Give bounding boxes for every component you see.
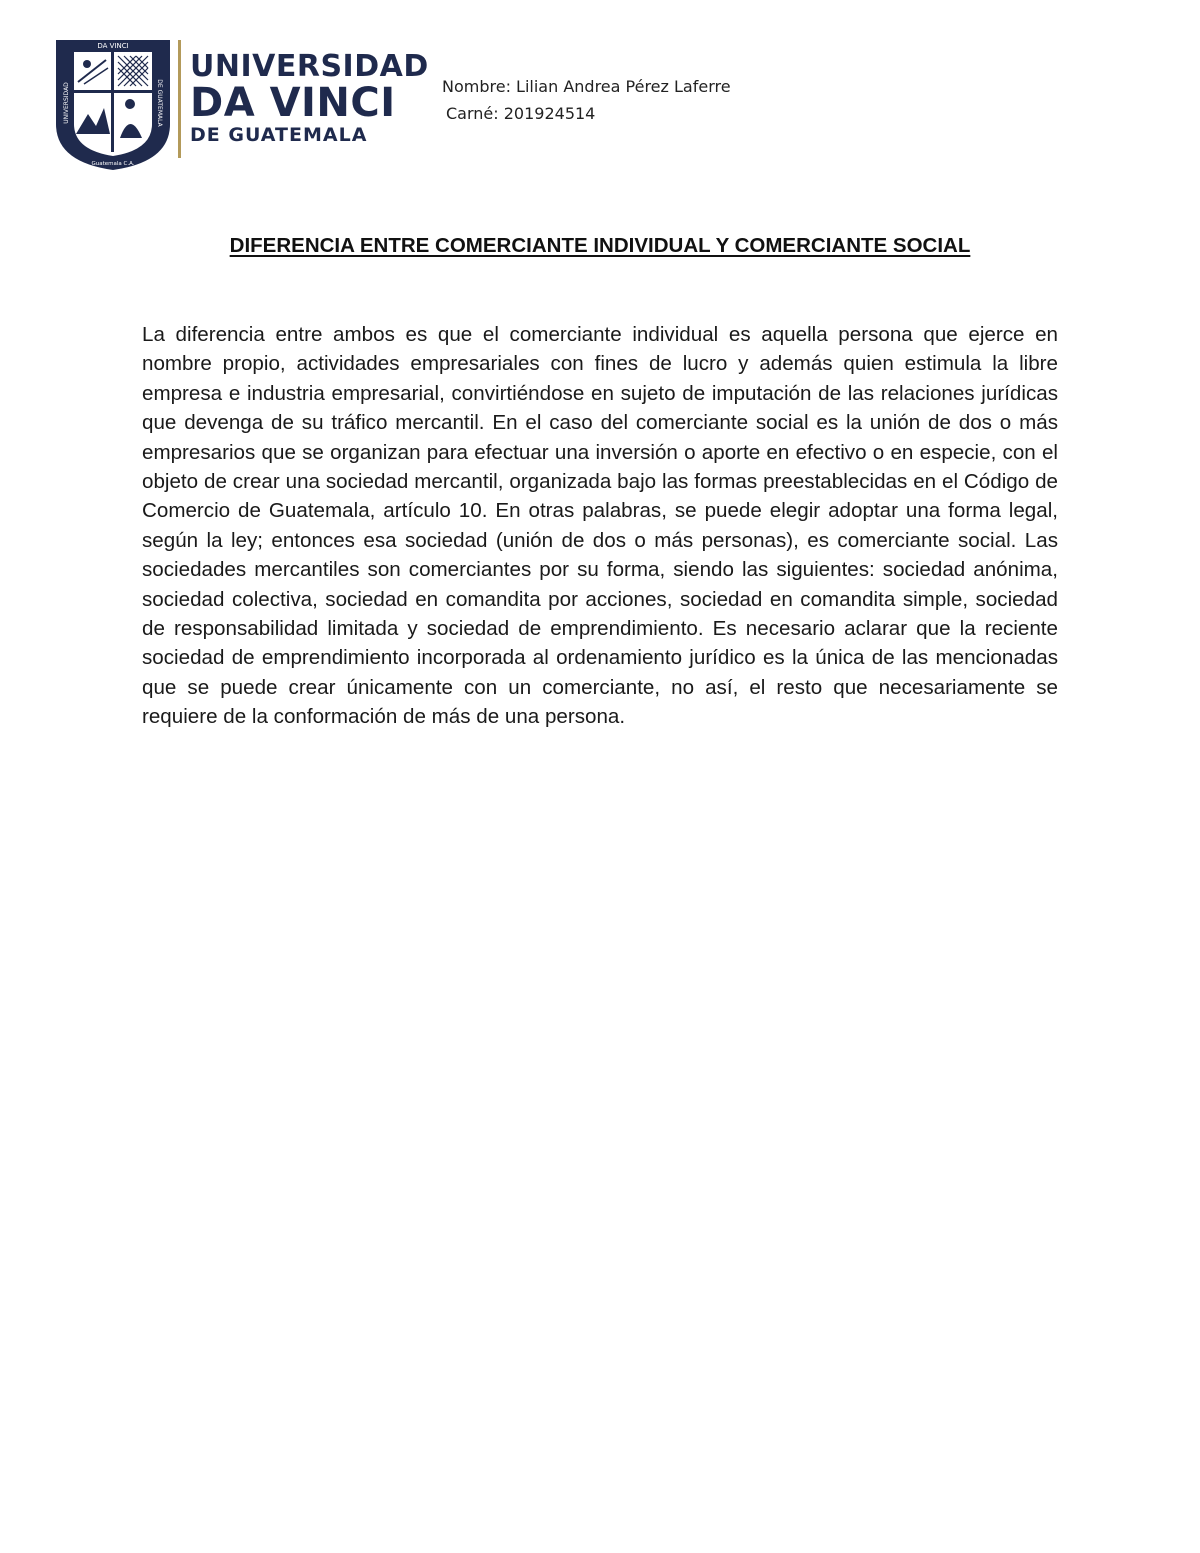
logo-divider bbox=[178, 40, 181, 158]
document-title: DIFERENCIA ENTRE COMERCIANTE INDIVIDUAL Y COMERCIANTE SOCIAL bbox=[229, 234, 971, 257]
university-wordmark bbox=[190, 49, 429, 146]
document-header bbox=[0, 0, 1200, 200]
svg-text:DE GUATEMALA bbox=[156, 79, 163, 127]
logo-text-da-vinci: DA VINCI bbox=[190, 80, 396, 126]
seal-right-text: DE GUATEMALA bbox=[156, 79, 163, 127]
university-seal-icon bbox=[54, 38, 172, 172]
logo-text-de-guatemala: DE GUATEMALA bbox=[190, 124, 368, 146]
seal-left-text: UNIVERSIDAD bbox=[63, 82, 70, 124]
student-info bbox=[442, 73, 731, 127]
university-logo bbox=[54, 38, 429, 173]
document-paragraph: La diferencia entre ambos es que el comerciante individual es aquella persona que ejerce en nombre propio, actividades empresariales con fines de lucro y además quien estimula la libre empresa e industria empresarial, convirtiéndose en sujeto de imputación de las relaciones jurídicas que devenga de su tráfico mercantil. En el caso del comerciante social es la unión de dos o más empresarios que se organizan para efectuar una inversión o aporte en efectivo o en especie, con el objeto de crear una sociedad mercantil, organizada bajo las formas preestablecidas en el Código de Comercio de Guatemala, artículo 10. En otras palabras, se puede elegir adoptar una forma legal, según la ley; entonces esa sociedad (unión de dos o más personas), es comerciante social. Las sociedades mercantiles son comerciantes por su forma, siendo las siguientes: sociedad anónima, sociedad colectiva, sociedad en comandita por acciones, sociedad en comandita simple, sociedad de responsabilidad limitada y sociedad de emprendimiento. Es necesario aclarar que la reciente sociedad de emprendimiento incorporada al ordenamiento jurídico es la única de las mencionadas que se puede crear únicamente con un comerciante, no así, el resto que necesariamente se requiere de la conformación de más de una persona. bbox=[142, 323, 1058, 729]
logo-text-universidad: UNIVERSIDAD bbox=[190, 49, 429, 84]
student-name: Nombre: Lilian Andrea Pérez Laferre bbox=[442, 77, 731, 96]
svg-text:UNIVERSIDAD bbox=[63, 82, 70, 124]
seal-top-text: DA VINCI bbox=[97, 42, 129, 50]
student-id: Carné: 201924514 bbox=[446, 104, 596, 123]
seal-bottom-text: Guatemala C.A. bbox=[91, 161, 135, 167]
